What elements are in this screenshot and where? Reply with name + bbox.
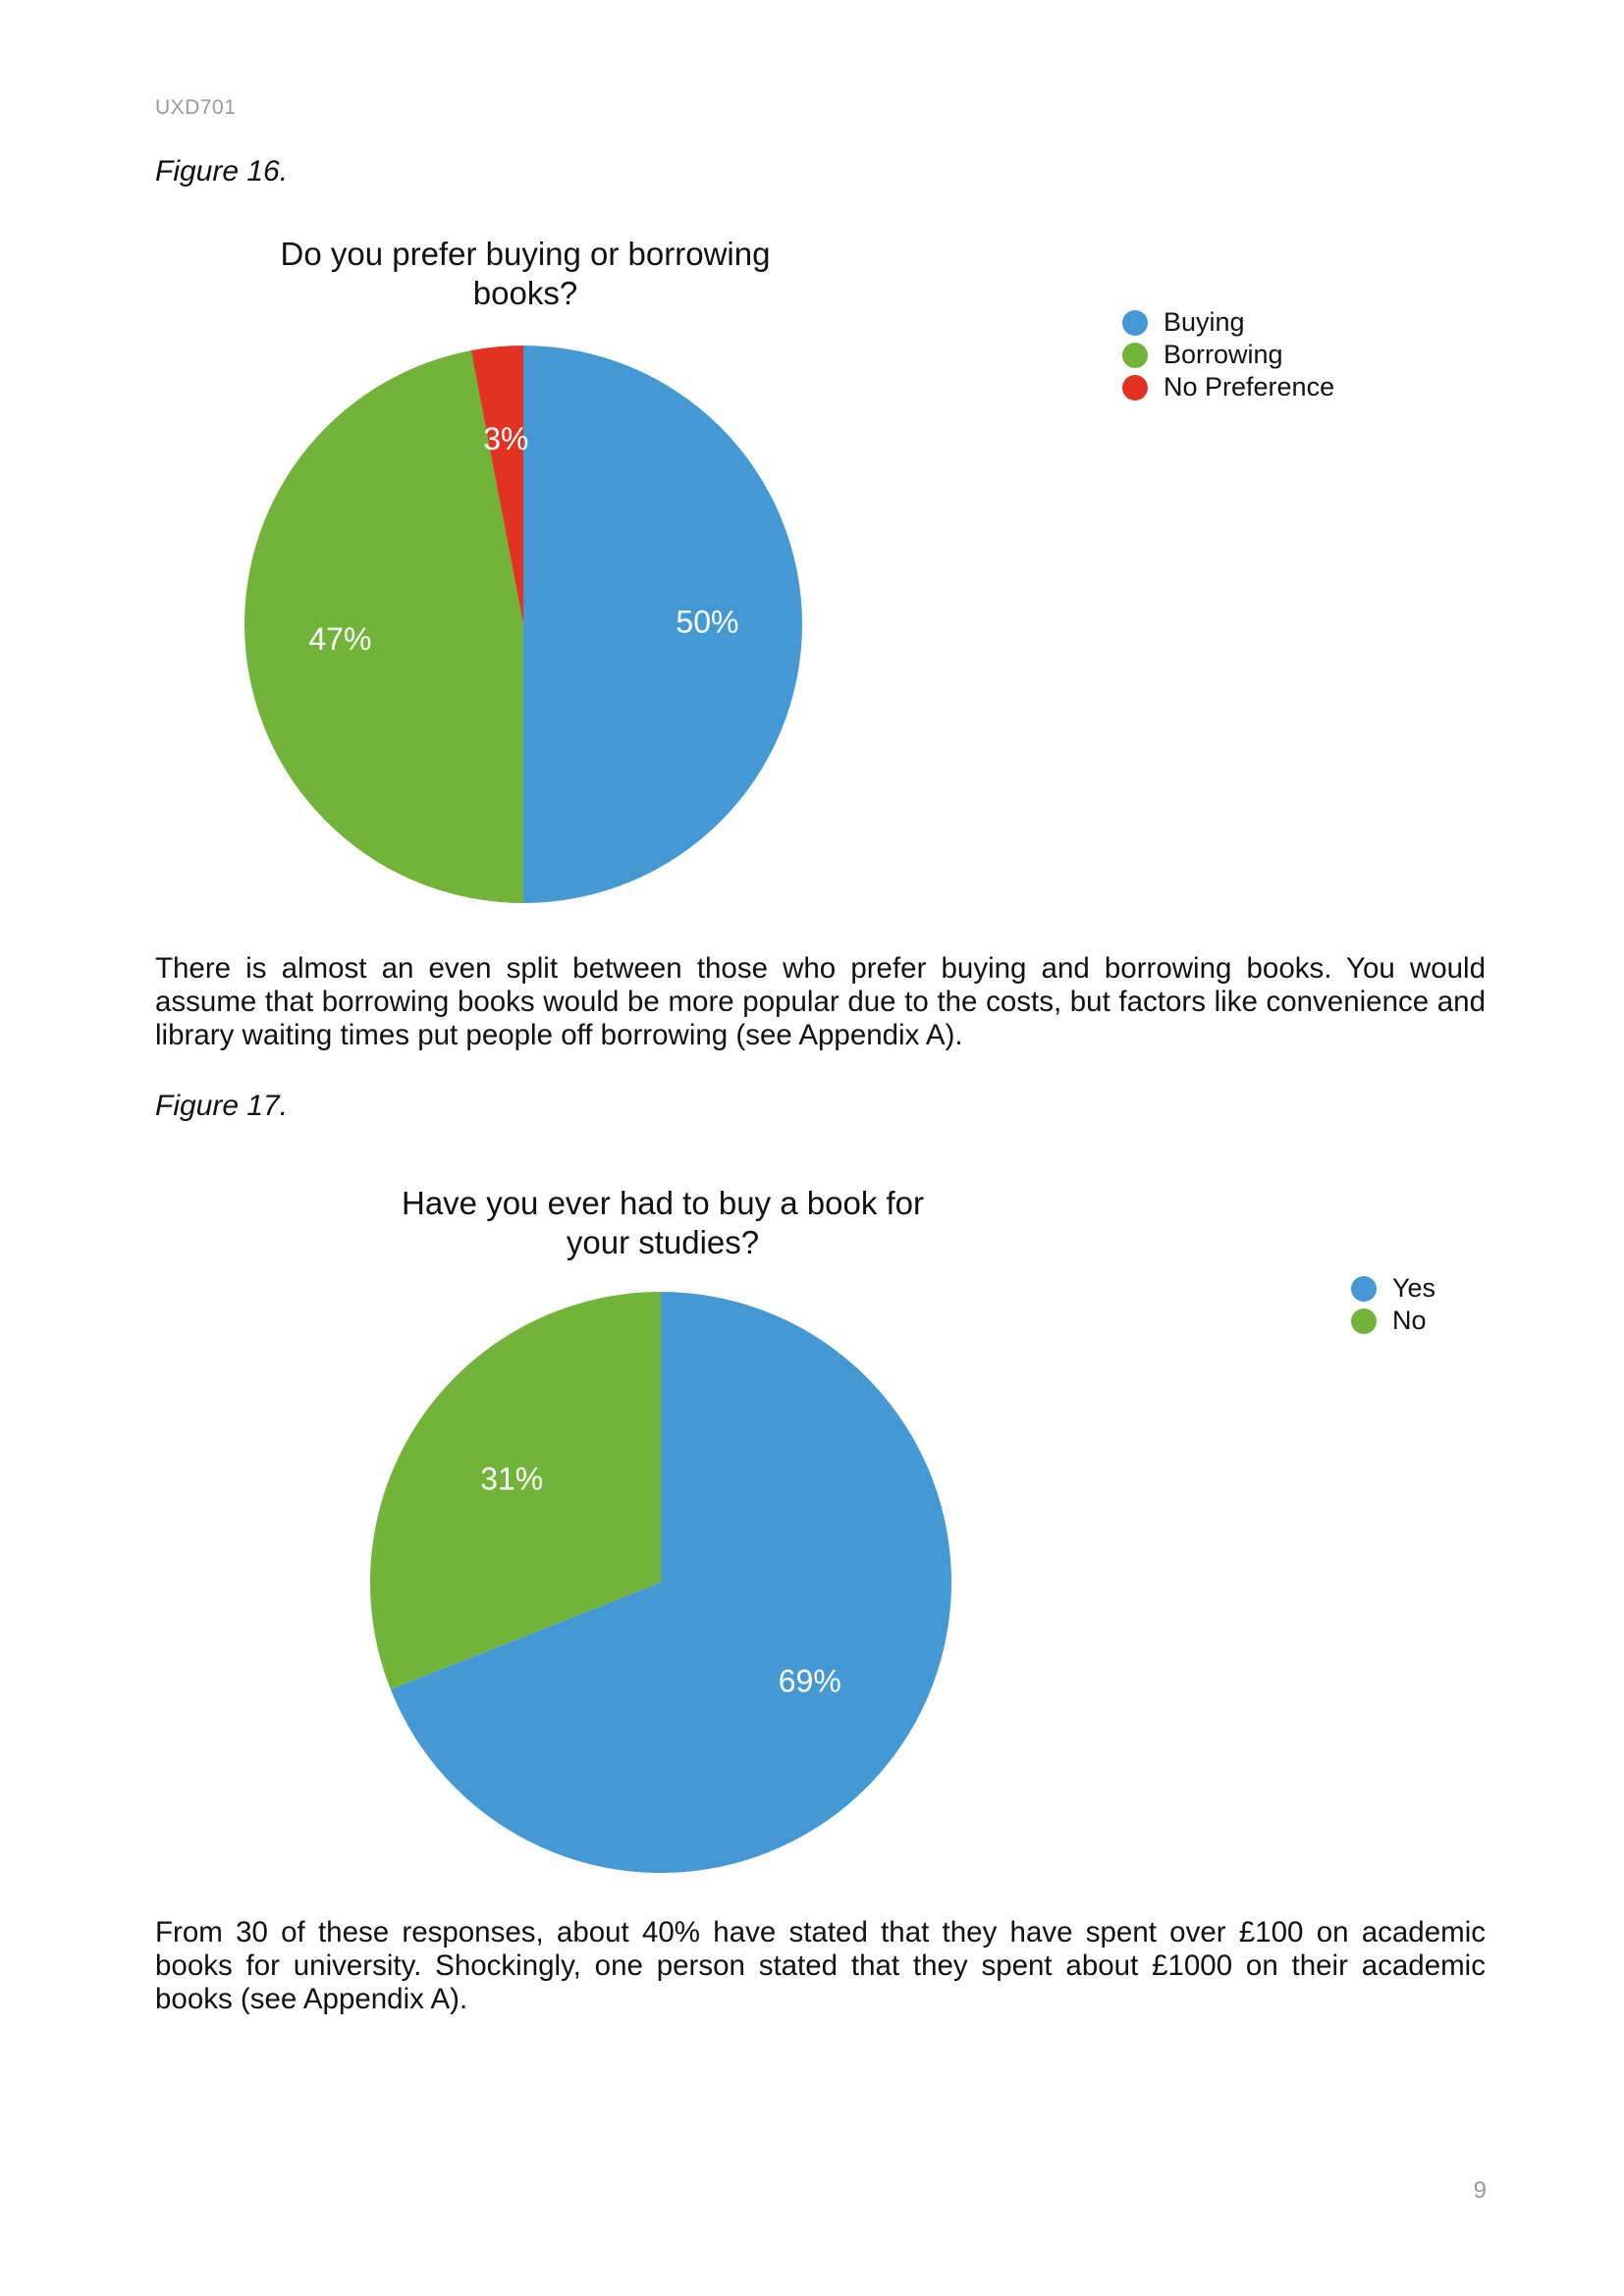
chart-2-data-label-no: 31%: [480, 1461, 544, 1497]
legend-label-yes: Yes: [1392, 1273, 1436, 1303]
legend-swatch-yes: [1351, 1276, 1377, 1302]
legend-label-no-preference: No Preference: [1164, 372, 1335, 401]
pie-chart-bought-book: [363, 1286, 962, 1875]
chart-1-title: [226, 235, 825, 313]
legend-item-no-preference: [1122, 371, 1334, 403]
legend-label-no: No: [1392, 1306, 1427, 1335]
figure-17-caption: Figure 17.: [155, 1090, 289, 1122]
legend-swatch-borrowing: [1122, 343, 1148, 368]
figure-16-caption: Figure 16.: [155, 155, 289, 187]
legend-swatch-no: [1351, 1308, 1377, 1334]
chart-2-title-line-1: Have you ever had to buy a book for: [402, 1185, 924, 1221]
chart-1-title-line-1: Do you prefer buying or borrowing: [280, 236, 771, 272]
legend-item-no: [1351, 1305, 1435, 1337]
chart-1-data-label-buying: 50%: [676, 604, 739, 640]
paragraph-figure-16-analysis: There is almost an even split between those who prefer buying and borrowing books. You would assume that borrowing books would be more popular due to the costs, but factors like convenience and library waiting times put people off borrowing (see Appendix A).: [155, 952, 1486, 1051]
chart-1-legend: [1122, 306, 1334, 403]
chart-2-legend: [1351, 1272, 1435, 1337]
paragraph-figure-17-analysis: From 30 of these responses, about 40% have stated that they have spent over £100 on academic books for university. Shockingly, one person stated that they spent about £1000 on their academic books (see Appendix A).: [155, 1916, 1486, 2015]
legend-label-buying: Buying: [1164, 307, 1245, 337]
chart-2-title: [363, 1184, 962, 1262]
legend-item-yes: [1351, 1272, 1435, 1305]
legend-label-borrowing: Borrowing: [1164, 340, 1283, 369]
legend-swatch-buying: [1122, 310, 1148, 336]
legend-item-buying: [1122, 306, 1334, 339]
document-header-code: UXD701: [155, 96, 237, 119]
chart-1-data-label-no-preference: 3%: [483, 420, 529, 456]
chart-2-data-label-yes: 69%: [778, 1663, 841, 1699]
legend-item-borrowing: [1122, 339, 1334, 371]
chart-1-slice-buying: [523, 346, 802, 903]
chart-2-title-line-2: your studies?: [566, 1224, 760, 1260]
chart-1-slice-borrowing: [244, 350, 523, 903]
chart-1-title-line-2: books?: [472, 275, 578, 311]
legend-swatch-no-preference: [1122, 375, 1148, 400]
pie-chart-buying-borrowing: [226, 324, 739, 933]
page-number: 9: [1473, 2177, 1487, 2204]
chart-1-data-label-borrowing: 47%: [308, 621, 372, 658]
